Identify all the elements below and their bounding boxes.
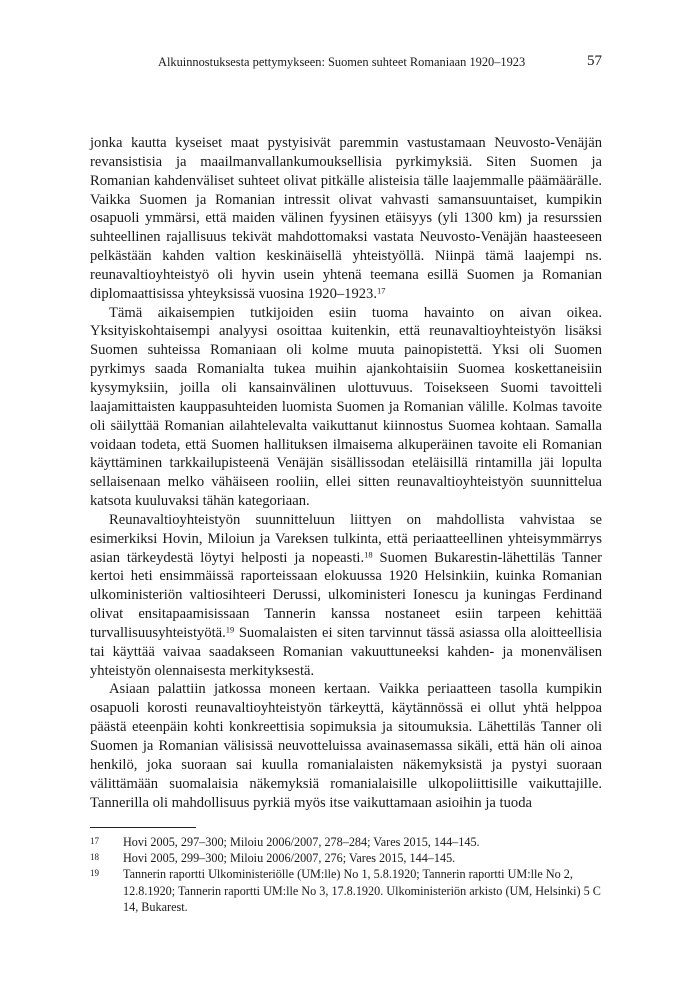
paragraph-continued [90,134,602,304]
footnote-number: 18 [90,852,99,863]
body-text [90,134,602,812]
page-number: 57 [587,53,602,69]
footnote-text: Hovi 2005, 299–300; Miloiu 2006/2007, 276; Vares 2015, 144–145. [123,851,456,866]
running-header [90,54,602,74]
paragraph [90,680,602,812]
footnote-19 [90,866,602,915]
paragraph-text: Suomalaisten ei siten tarvinnut tässä asiassa olla aloitteellisia tai käyttää vaivaa saadakseen Romanian vakuuttuneeksi kahden- ja monenvälisen yhteistyön olennaisesta merkityksestä. [90,624,602,679]
footnote-18 [90,850,602,866]
paragraph-text: Asiaan palattiin jatkossa moneen kertaan. Vaikka periaatteen tasolla kumpikin osapuoli korosti reunavaltioyhteistyön tärkeyttä, käytännössä ei ollut yhtä helppoa päästä eteenpäin kohti konkreettisia sopimuksia ja sitoumuksia. Lähettiläs Tanner oli Suomen ja Romanian välisissä neuvotteluissa avainasemassa sikäli, että hän oli ainoa henkilö, joka suoraan sai kuulla romanialaisten näkemyksistä ja pystyi suoraan välittämään suomalaisia näkemyksiä romanialaisille ulkopoliittisille vaikuttajille. Tannerilla oli mahdollisuus pyrkiä myös itse vaikuttamaan asioihin ja tuoda [90,681,602,811]
paragraph-text: Suomen Bukarestin-lähettiläs Tanner kertoi heti ensimmäissä raporteissaan elokuussa 1920 Helsinkiin, kuinka Romanian ulkoministeriön valtiosihteeri Derussi, ulkoministeri Ionescu ja kuningas Ferdinand olivat ensitapaamisissaan Tannerin kanssa nostaneet esiin tarpeen kehittää turvallisuusyhteistyötä. [90,549,603,641]
footnote-ref-17[interactable]: 17 [377,285,386,296]
footnote-divider [90,827,196,828]
running-title: Alkuinnostuksesta pettymykseen: Suomen suhteet Romaniaan 1920–1923 [158,55,526,69]
paragraph [90,304,602,511]
paragraph [90,511,602,681]
paragraph-text: jonka kautta kyseiset maat pystyisivät paremmin vastustamaan Neuvosto-Venäjän revansistisia ja maailmanvallankumouksellisia pyrkimyksiä. Siten Suomen ja Romanian kahdenväliset suhteet olivat pitkälle alisteisia tälle laajemmalle päämäärälle. Vaikka Suomen ja Romanian intressit olivat vahvasti samansuuntaiset, kumpikin osapuoli ymmärsi, että maiden välinen fyysinen etäisyys (yli 1300 km) ja resurssien suhteellinen rajallisuus tekivät mahdottomaksi vastata Neuvosto-Venäjän haasteeseen pelkästään kahden valtion keskinäisellä yhteistyöllä. Niinpä tämä laajempi ns. reunavaltioyhteistyö oli hyvin usein yhtenä teemana esillä Suomen ja Romanian diplomaattisissa yhteyksissä vuosina 1920–1923. [90,135,602,302]
paragraph-text: Reunavaltioyhteistyön suunnitteluun liittyen on mahdollista vahvistaa se esimerkiksi Hovin, Miloiun ja Vareksen tulkinta, että periaatteellinen yhteisymmärrys asian tärkeydestä löytyi helposti ja nopeasti. [90,511,602,566]
footnotes [90,834,602,915]
footnote-ref-19[interactable]: 19 [225,624,235,635]
footnote-number: 19 [90,868,99,879]
footnote-17 [90,834,602,850]
footnote-text: Hovi 2005, 297–300; Miloiu 2006/2007, 278–284; Vares 2015, 144–145. [123,835,480,849]
footnote-ref-18[interactable]: 18 [364,548,373,559]
footnote-number: 17 [90,836,99,846]
footnote-text: Tannerin raportti Ulkoministeriölle (UM:lle) No 1, 5.8.1920; Tannerin raportti UM:lle No 2, 12.8.1920; Tannerin raportti UM:lle No 3, 17.8.1920. Ulkoministeriön arkisto (UM, Helsinki) 5 C 14, Bukarest. [123,867,601,914]
paragraph-text: Tämä aikaisempien tutkijoiden esiin tuoma havainto on aivan oikea. Yksityiskohtaisempi analyysi osoittaa kuitenkin, että reunavaltioyhteistyön lisäksi Suomen suhteissa Romaniaan oli kolme muuta painopistettä. Yksi oli Suomen pyrkimys saada Romanialta tukea muihin ajankohtaisiin Suomea koskettaneisiin kysymyksiin, joilla oli kansainvälinen ulottuvuus. Toisekseen Suomi tavoitteli laajamittaisten kauppasuhteiden luomista Suomen ja Romanian välille. Kolmas tavoite oli säilyttää Romanian ailahtelevalta vaikuttanut kiinnostus Suomea kohtaan. Samalla voidaan todeta, että Suomen hallituksen ilmaisema alkuperäinen tavoite eli Romanian käyttäminen tarkkailupisteenä Venäjän sisällissodan eteläisillä rintamilla jäi lopulta sellaisenaan melko vähäiseen rooliin, ellei sitten reunavaltioyhteistyön suunnittelua katsota kuuluvaksi tähän kategoriaan. [90,304,602,510]
